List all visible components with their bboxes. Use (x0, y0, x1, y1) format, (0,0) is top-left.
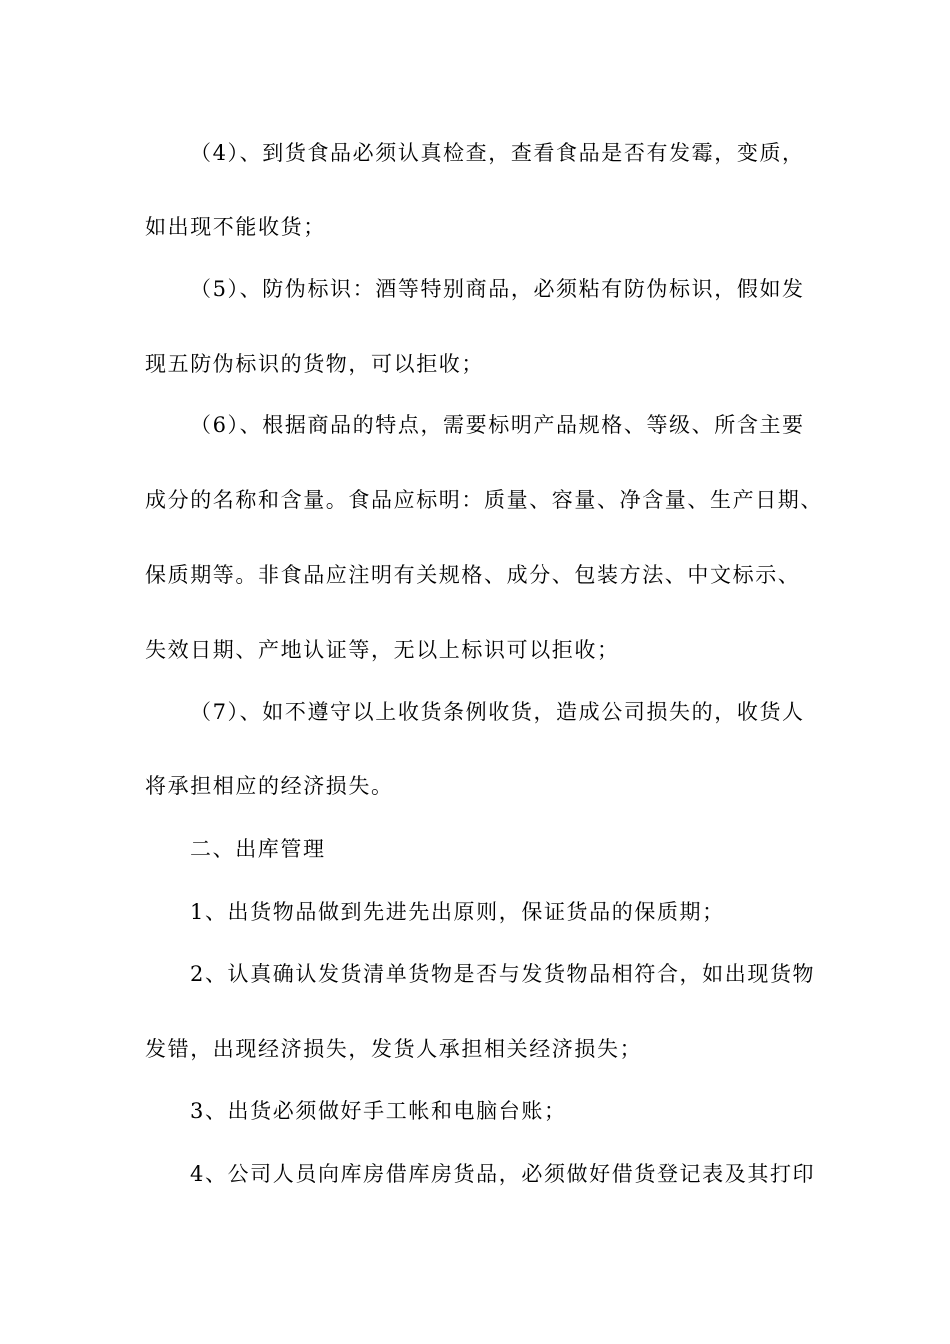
paragraph-line: 失效日期、产地认证等，无以上标识可以拒收； (145, 638, 620, 662)
paragraph-line: （6）、根据商品的特点，需要标明产品规格、等级、所含主要 (190, 413, 805, 437)
paragraph-line: 2、认真确认发货清单货物是否与发货物品相符合，如出现货物 (190, 962, 816, 986)
paragraph-line: 3、出货必须做好手工帐和电脑台账； (190, 1099, 567, 1123)
paragraph-line: 成分的名称和含量。食品应标明：质量、容量、净含量、生产日期、 (145, 488, 823, 512)
paragraph-line: 如出现不能收货； (145, 215, 326, 239)
paragraph-line: 发错，出现经济损失，发货人承担相关经济损失； (145, 1037, 643, 1061)
section-heading: 二、出库管理 (190, 837, 326, 861)
paragraph-line: 将承担相应的经济损失。 (145, 774, 394, 798)
paragraph-line: （7）、如不遵守以上收货条例收货，造成公司损失的，收货人 (190, 700, 805, 724)
paragraph-line: 保质期等。非食品应注明有关规格、成分、包装方法、中文标示、 (145, 563, 801, 587)
paragraph-line: 现五防伪标识的货物，可以拒收； (145, 352, 484, 376)
paragraph-line: 1、出货物品做到先进先出原则，保证货品的保质期； (190, 900, 725, 924)
paragraph-line: （5）、防伪标识：酒等特别商品，必须粘有防伪标识，假如发 (190, 277, 805, 301)
paragraph-line: （4）、到货食品必须认真检查，查看食品是否有发霉，变质， (190, 141, 805, 165)
paragraph-line: 4、公司人员向库房借库房货品，必须做好借货登记表及其打印 (190, 1162, 816, 1186)
